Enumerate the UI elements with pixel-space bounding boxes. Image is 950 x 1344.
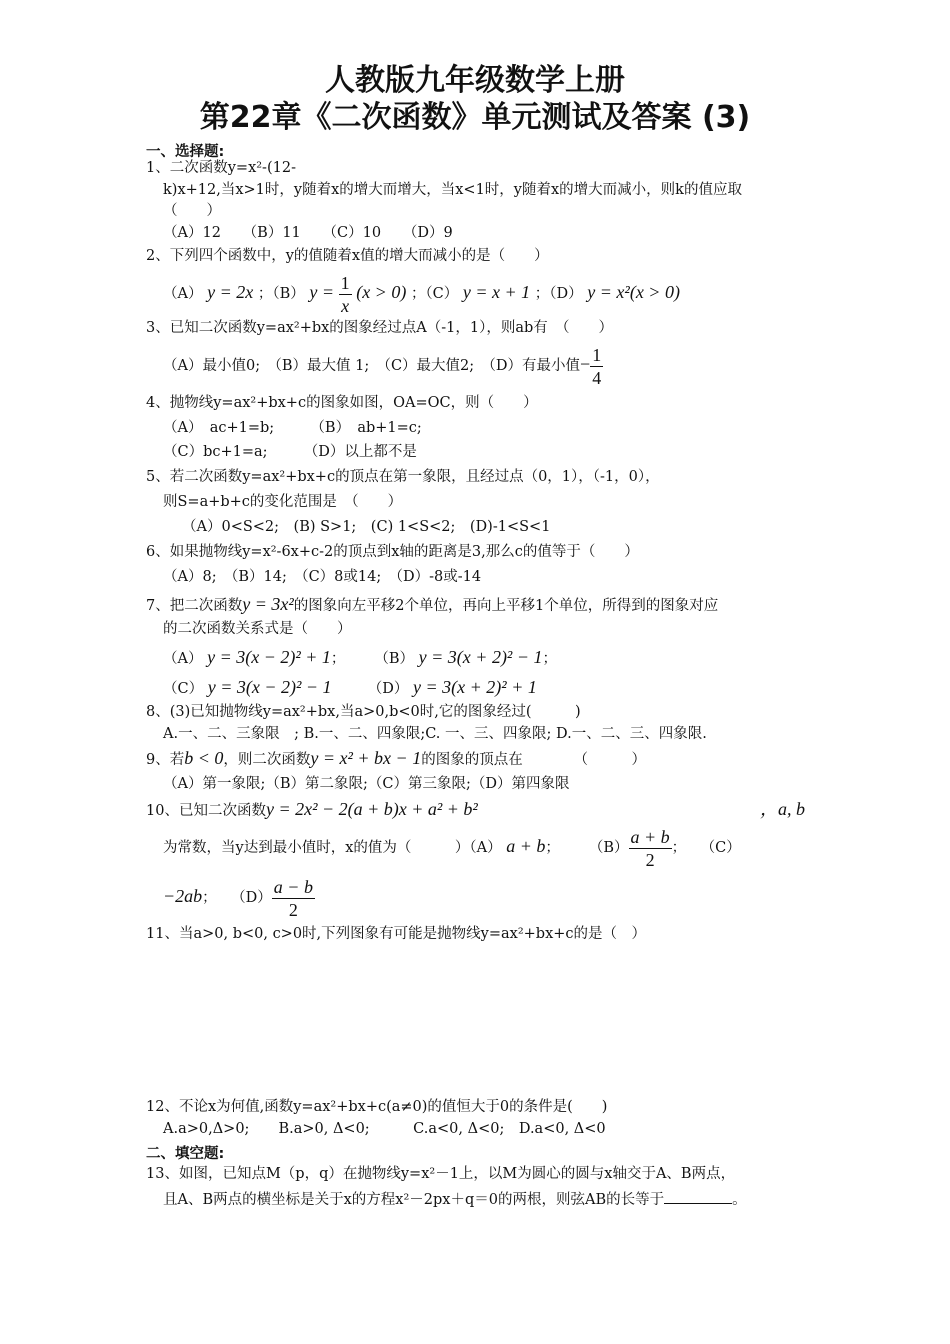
q5-line2: 则S=a+b+c的变化范围是 （ ） [163,494,403,510]
q3-fraction: $\frac{1}{4}$ [592,344,602,388]
q4-stem: 4、抛物线y=ax²+bx+c的图象如图，OA=OC，则（ ） [146,395,538,411]
q10-fraction-d: $\frac{a - b}{2}$ [273,876,313,920]
q8-stem: 8、(3)已知抛物线y=ax²+bx,当a>0,b<0时,它的图象经过( ) [146,704,581,720]
section-fill-heading: 二、填空题: [146,1146,225,1162]
q2-label-d: ；（D） [534,286,583,302]
q7-options-cd: （C） y = 3(x − 2)² − 1 （D） y = 3(x + 2)² + 1 [163,677,537,697]
q7-expr: y = 3x² [242,594,294,614]
q9-cond: b < 0 [184,748,224,768]
q8-options: A.一、二、三象限 ; B.一、二、四象限;C. 一、三、四象限; D.一、二、三、四象限. [163,726,707,742]
q9-expr: y = x² + bx − 1 [310,748,422,768]
q2-label-c: ；（C） [410,286,459,302]
q2-expr-a: y = 2x [207,282,254,302]
q7-expr-b: y = 3(x + 2)² − 1 [418,647,543,667]
q2-expr-d: y = x²(x > 0) [587,282,680,302]
q1-line2: k)x+12,当x>1时，y随着x的增大而增大，当x<1时，y随着x的增大而减小，则k的值应取 [163,182,742,198]
q7-line2: 的二次函数关系式是（ ） [163,621,352,637]
q12-options: A.a>0,Δ>0; B.a>0, Δ<0; C.a<0, Δ<0; D.a<0, Δ<0 [163,1121,606,1137]
q11-stem: 11、当a>0, b<0, c>0时,下列图象有可能是抛物线y=ax²+bx+c的是（ ） [146,926,647,942]
q9-options: （A）第一象限;（B）第二象限;（C）第三象限;（D）第四象限 [163,776,570,792]
q3-stem: 3、已知二次函数y=ax²+bx的图象经过点A（-1，1），则ab有 （ ） [146,320,614,336]
q5-options: （A）0<S<2; (B) S>1; (C) 1<S<2; (D)-1<S<1 [182,519,551,535]
q7-expr-c: y = 3(x − 2)² − 1 [207,677,332,697]
q10-line3: −2ab； （D） $\frac{a - b}{2}$ [163,876,313,920]
q9-stem: 9、若b < 0，则二次函数y = x² + bx − 1的图象的顶点在 （ ） [146,748,646,768]
q3-options-row [163,342,603,388]
q7-stem: 7、把二次函数y = 3x²的图象向左平移2个单位，再向上平移1个单位，所得到的图象对应 [146,594,719,614]
q3-options: （A）最小值0; （B）最大值 1; （C）最大值2; （D）有最小值 [163,358,581,374]
q10-expr-c: −2ab [163,886,203,906]
q13-answer-blank[interactable] [664,1189,732,1204]
q10-fraction-b: $\frac{a + b}{2}$ [630,826,670,870]
q10-expr: y = 2x² − 2(a + b)x + a² + b² [265,799,478,819]
q2-expr-b-post: (x > 0) [356,282,407,302]
q2-options [163,270,680,316]
q10-expr-a: a + b [506,836,546,856]
q2-label-a: （A） [163,286,203,302]
q2-expr-c: y = x + 1 [462,282,531,302]
q7-expr-a: y = 3(x − 2)² + 1 [207,647,331,667]
section-choice-heading: 一、选择题: [146,144,225,160]
q13-line2: 且A、B两点的横坐标是关于x的方程x²－2px＋q＝0的两根，则弦AB的长等于 。 [163,1189,747,1210]
q10-ab: ，a, b [760,799,805,819]
q12-stem: 12、不论x为何值,函数y=ax²+bx+c(a≠0)的值恒大于0的条件是( ) [146,1099,608,1115]
q1-line3: （ ） [163,203,221,219]
q1-line1: 1、二次函数y=x²-(12- [146,160,296,176]
doc-subtitle: 第22章《二次函数》单元测试及答案 (3) [199,100,751,135]
q3-neg: − [580,354,591,374]
q2-label-b: ；（B） [257,286,305,302]
q10-stem: 10、已知二次函数y = 2x² − 2(a + b)x + a² + b² [146,799,478,819]
q5-stem: 5、若二次函数y=ax²+bx+c的顶点在第一象限，且经过点（0，1），（-1，0）， [146,469,660,485]
q1-options: （A）12 （B）11 （C）10 （D）9 [163,225,453,241]
doc-title: 人教版九年级数学上册 [325,63,625,98]
q2-stem: 2、下列四个函数中，y的值随着x值的增大而减小的是（ ） [146,248,549,264]
q7-expr-d: y = 3(x + 2)² + 1 [413,677,537,697]
q2-fraction-b: $\frac{1}{x}$ [340,272,350,316]
q10-line2: 为常数，当y达到最小值时，x的值为（ ）（A） a + b； （B） $\frac{a + b}{2}$ ； （C） [163,826,741,870]
q4-options-ab: （A） ac+1=b; （B） ab+1=c; [163,420,422,436]
q13-line1: 13、如图，已知点M（p，q）在抛物线y=x²－1上，以M为圆心的圆与x轴交于A、B两点， [146,1166,736,1182]
q7-options-ab: （A） y = 3(x − 2)² + 1； （B） y = 3(x + 2)² − 1； [163,647,557,667]
q6-stem: 6、如果抛物线y=x²-6x+c-2的顶点到x轴的距离是3,那么c的值等于（ ） [146,544,639,560]
q2-expr-b-pre: y = [309,282,334,302]
q4-options-cd: （C）bc+1=a; （D）以上都不是 [163,444,417,460]
q6-options: （A）8; （B）14; （C）8或14; （D）-8或-14 [163,569,482,585]
